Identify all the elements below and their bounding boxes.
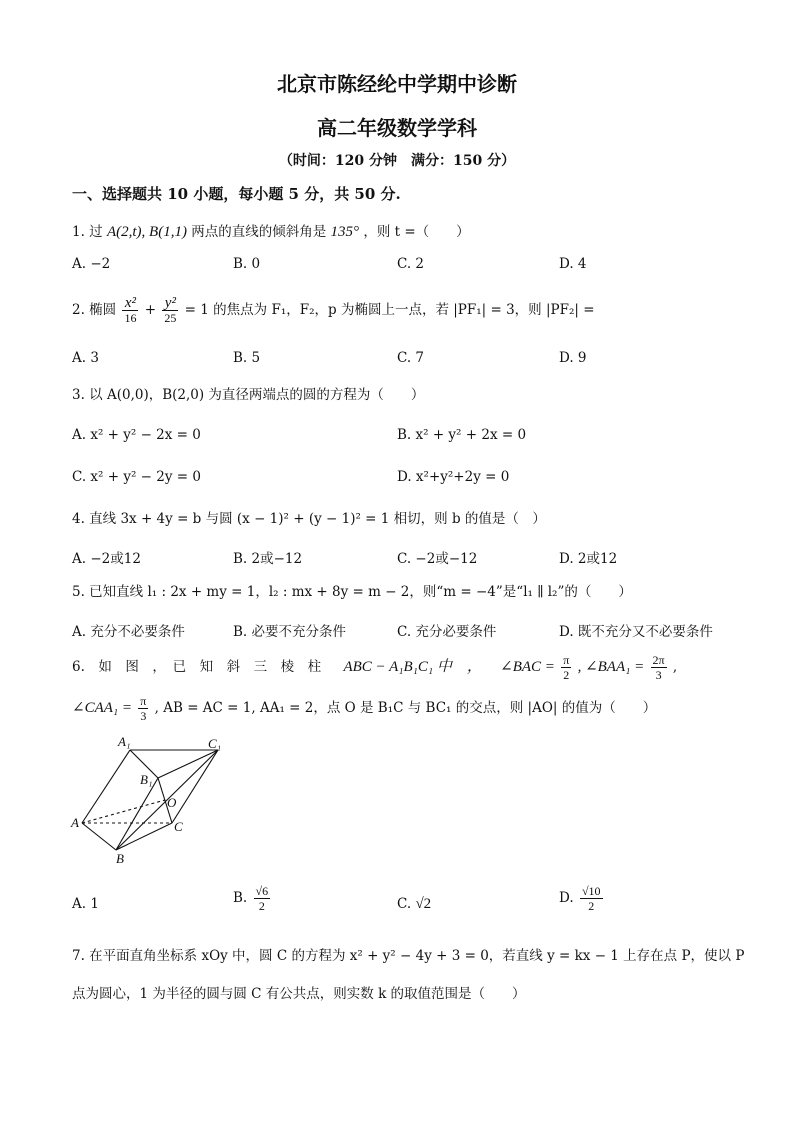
label-a: A bbox=[71, 815, 79, 830]
question-4: 4. 直线 3x + 4y = b 与圆 (x − 1)² + (y − 1)² = 1 相切，则 b 的值是（ ） bbox=[72, 511, 546, 527]
edge-ab bbox=[82, 823, 116, 850]
q6-option-b bbox=[233, 884, 272, 913]
q2-frac-y-den: 25 bbox=[164, 311, 177, 325]
q6-option-c-letter: C. bbox=[397, 896, 412, 912]
q1-mid: 两点的直线的倾斜角是 bbox=[191, 224, 327, 240]
label-b1: B₁ bbox=[140, 772, 153, 787]
q6-opt-d-den: 2 bbox=[588, 899, 595, 913]
q1-points: A(2,t), B(1,1) bbox=[106, 224, 187, 240]
label-a1: A₁ bbox=[118, 734, 131, 749]
q3-option-c: C. x² + y² − 2y = 0 bbox=[72, 469, 201, 485]
q5-option-d: D. 既不充分又不必要条件 bbox=[559, 624, 713, 640]
question-5: 5. 已知直线 l₁ : 2x + my = 1，l₂ : mx + 8y = m − 2，则“m = −4”是“l₁ ∥ l₂”的（ ） bbox=[72, 584, 632, 600]
q2-option-d: D. 9 bbox=[559, 350, 587, 366]
label-o: O bbox=[167, 795, 177, 810]
q6-lead: 6. 如 图 ， 已 知 斜 三 棱 柱 bbox=[72, 659, 322, 675]
q6-option-c-value: √2 bbox=[415, 896, 432, 912]
q1-option-c: C. 2 bbox=[397, 256, 425, 272]
q6-option-b-letter: B. bbox=[233, 890, 248, 906]
question-6-line-1: 6. 如 图 ， 已 知 斜 三 棱 柱 ABC − A₁B₁C₁ 中 ， ∠BAC = $\frac{\pi}{2}$ , ∠BAA₁ = $\frac{2\pi}{3}$ , bbox=[72, 653, 678, 682]
q6-opt-b-num: √6 bbox=[255, 884, 269, 898]
q5-option-c: C. 充分必要条件 bbox=[397, 624, 497, 640]
q6-angle-bac: ∠BAC = bbox=[500, 659, 555, 675]
q6-f3-num: π bbox=[140, 694, 147, 708]
q6-frac-pi-2 bbox=[561, 653, 571, 682]
subject-title: 高二年级数学学科 bbox=[317, 116, 477, 140]
q5-option-a: A. 充分不必要条件 bbox=[72, 624, 185, 640]
q6-f3-den: 3 bbox=[140, 709, 147, 723]
question-6-line-2 bbox=[72, 694, 656, 723]
q2-option-b: B. 5 bbox=[233, 350, 261, 366]
question-3: 3. 以 A(0,0)，B(2,0) 为直径两端点的圆的方程为（ ） bbox=[72, 387, 425, 403]
q6-f2-den: 3 bbox=[655, 668, 662, 682]
q6-opt-b-den: 2 bbox=[258, 899, 265, 913]
q1-option-b: B. 0 bbox=[233, 256, 261, 272]
q6-prism: ABC − A₁B₁C₁ 中 ， bbox=[343, 659, 482, 675]
q2-frac-y-num: y² bbox=[162, 296, 178, 311]
q6-angle-baa1: , ∠BAA₁ = bbox=[577, 659, 645, 675]
q6-option-d bbox=[559, 884, 605, 913]
q2-rhs: = 1 bbox=[184, 302, 209, 318]
q2-fraction-y bbox=[162, 296, 178, 325]
q4-option-d: D. 2或12 bbox=[559, 551, 618, 567]
q6-opt-d-num: √10 bbox=[581, 884, 601, 898]
q2-option-c: C. 7 bbox=[397, 350, 425, 366]
q6-option-d-frac bbox=[580, 884, 603, 913]
q2-end: 的焦点为 F₁，F₂，p 为椭圆上一点，若 |PF₁| = 3，则 |PF₂| = bbox=[213, 302, 595, 318]
section-heading: 一、选择题共 10 小题，每小题 5 分，共 50 分. bbox=[72, 185, 401, 203]
edge-bb1 bbox=[116, 778, 158, 850]
q5-option-b: B. 必要不充分条件 bbox=[233, 624, 347, 640]
q6-f1-den: 2 bbox=[563, 668, 570, 682]
q3-option-a: A. x² + y² − 2x = 0 bbox=[72, 427, 201, 443]
q6-frac-2pi-3 bbox=[651, 653, 667, 682]
q1-end: ，则 t =（ ） bbox=[363, 224, 470, 240]
q1-angle: 135° bbox=[330, 224, 360, 240]
q6-option-d-letter: D. bbox=[559, 890, 574, 906]
q2-option-a: A. 3 bbox=[72, 350, 99, 366]
q6-f1-num: π bbox=[563, 653, 570, 667]
label-c: C bbox=[174, 819, 183, 834]
time-score-note: （时间：120 分钟 满分：150 分） bbox=[278, 153, 516, 169]
label-c1: C₁ bbox=[208, 736, 222, 751]
q6-option-b-frac bbox=[254, 884, 271, 913]
q1-option-d: D. 4 bbox=[559, 256, 587, 272]
q6-option-a: A. 1 bbox=[72, 896, 99, 912]
q3-option-d: D. x²+y²+2y = 0 bbox=[397, 469, 510, 485]
q4-option-c: C. −2或−12 bbox=[397, 551, 478, 567]
q2-fraction-x bbox=[122, 296, 138, 325]
q4-option-a: A. −2或12 bbox=[72, 551, 141, 567]
q4-option-b: B. 2或−12 bbox=[233, 551, 303, 567]
school-title: 北京市陈经纶中学期中诊断 bbox=[277, 72, 517, 96]
question-1 bbox=[72, 222, 470, 242]
q2-prefix: 2. 椭圆 bbox=[72, 302, 117, 318]
q6-frac-pi-3 bbox=[138, 694, 148, 723]
q2-frac-x-den: 16 bbox=[124, 311, 137, 325]
question-7-line-2: 点为圆心，1 为半径的圆与圆 C 有公共点，则实数 k 的取值范围是（ ） bbox=[72, 986, 526, 1002]
q2-frac-x-num: x² bbox=[122, 296, 138, 311]
q1-prefix: 1. 过 bbox=[72, 224, 103, 240]
question-2: 2. 椭圆 $\frac{\text{x²}}{16}$ + $\frac{\text{y²}}{25}$ = 1 的焦点为 F₁，F₂，p 为椭圆上一点，若 |PF₁| = 3，则 |PF₂| = bbox=[72, 295, 595, 325]
q3-option-b: B. x² + y² + 2x = 0 bbox=[397, 427, 527, 443]
q6-line2-rest: , AB = AC = 1, AA₁ = 2，点 O 是 B₁C 与 BC₁ 的交点，则 |AO| 的值为（ ） bbox=[154, 700, 657, 716]
label-b: B bbox=[116, 851, 124, 866]
q6-angle-caa1: ∠CAA₁ = bbox=[72, 700, 132, 716]
question-7-line-1: 7. 在平面直角坐标系 xOy 中，圆 C 的方程为 x² + y² − 4y + 3 = 0，若直线 y = kx − 1 上存在点 P，使以 P bbox=[72, 948, 745, 964]
q6-f2-num: 2π bbox=[652, 653, 665, 667]
q6-option-c bbox=[397, 896, 431, 913]
prism-figure bbox=[68, 730, 238, 870]
q1-option-a: A. −2 bbox=[72, 256, 111, 272]
